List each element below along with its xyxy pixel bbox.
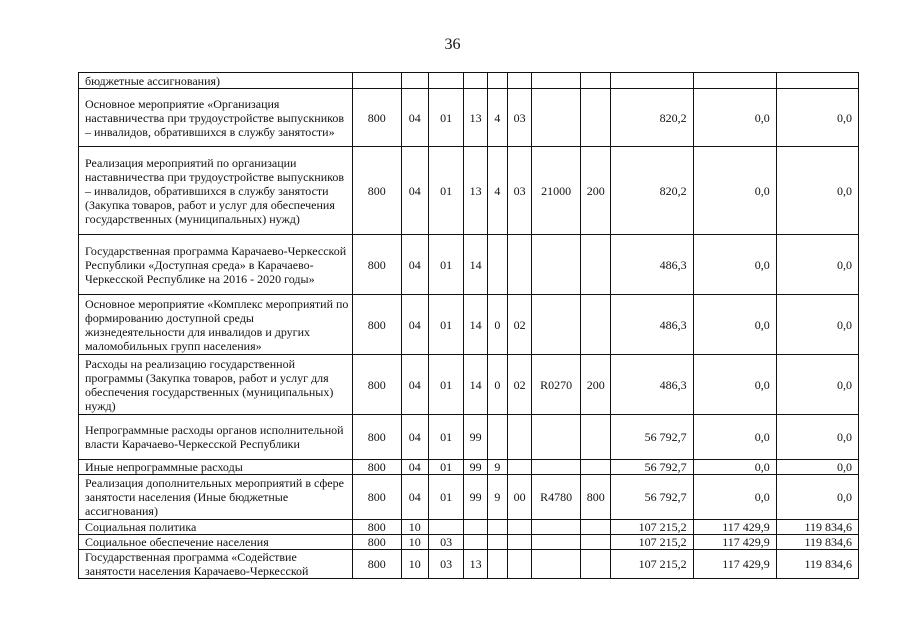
col-sum-2016: 107 215,2 (611, 520, 693, 535)
col-subsection: 01 (428, 147, 464, 235)
col-subprogram (487, 415, 507, 460)
col-direction (532, 520, 581, 535)
col-expense-type (581, 235, 611, 295)
col-program: 14 (464, 295, 487, 355)
col-section: 04 (401, 147, 428, 235)
col-program: 13 (464, 550, 487, 579)
row-name: Расходы на реализацию государственной программы (Закупка товаров, работ и услуг для обеспечения государственных (муниципальных) нужд) (79, 355, 353, 415)
col-sum-2016: 107 215,2 (611, 535, 693, 550)
col-sum-2018: 0,0 (776, 235, 858, 295)
table-row (79, 73, 859, 89)
col-sum-2018: 0,0 (776, 415, 858, 460)
col-section: 04 (401, 355, 428, 415)
col-event (508, 460, 532, 475)
col-admin: 800 (352, 89, 401, 147)
col-subprogram: 4 (487, 147, 507, 235)
col-program: 99 (464, 460, 487, 475)
col-expense-type (581, 295, 611, 355)
col-section: 04 (401, 295, 428, 355)
page-number: 36 (444, 36, 461, 53)
col-sum-2018 (776, 73, 858, 89)
col-event (508, 535, 532, 550)
col-subsection (428, 73, 464, 89)
col-section: 10 (401, 535, 428, 550)
table-row (79, 475, 859, 520)
col-sum-2016: 486,3 (611, 295, 693, 355)
col-event: 00 (508, 475, 532, 520)
col-sum-2018: 0,0 (776, 355, 858, 415)
col-event (508, 520, 532, 535)
col-subprogram (487, 550, 507, 579)
col-section: 10 (401, 550, 428, 579)
row-name: Реализация дополнительных мероприятий в сфере занятости населения (Иные бюджетные ассигнования) (79, 475, 353, 520)
col-sum-2017: 117 429,9 (693, 535, 776, 550)
col-event (508, 550, 532, 579)
col-subsection: 01 (428, 355, 464, 415)
col-event (508, 235, 532, 295)
col-subsection: 01 (428, 415, 464, 460)
col-sum-2018: 0,0 (776, 475, 858, 520)
col-admin: 800 (352, 355, 401, 415)
col-event: 02 (508, 355, 532, 415)
table-row (79, 520, 859, 535)
col-admin: 800 (352, 235, 401, 295)
col-subsection: 01 (428, 295, 464, 355)
col-expense-type: 200 (581, 147, 611, 235)
col-admin: 800 (352, 475, 401, 520)
col-subprogram: 9 (487, 475, 507, 520)
row-name: Государственная программа Карачаево-Черкесской Республики «Доступная среда» в Карачаево-Черкесской Республике на 2016 - 2020 годы» (79, 235, 353, 295)
col-sum-2017: 0,0 (693, 235, 776, 295)
col-sum-2018: 119 834,6 (776, 535, 858, 550)
col-expense-type (581, 535, 611, 550)
col-section: 04 (401, 460, 428, 475)
col-direction (532, 415, 581, 460)
col-event: 03 (508, 147, 532, 235)
row-name: бюджетные ассигнования) (79, 73, 353, 89)
table-row (79, 415, 859, 460)
row-name: Социальная политика (79, 520, 353, 535)
col-admin: 800 (352, 535, 401, 550)
col-subprogram: 4 (487, 89, 507, 147)
col-direction (532, 460, 581, 475)
col-expense-type: 800 (581, 475, 611, 520)
col-admin: 800 (352, 147, 401, 235)
col-sum-2017: 0,0 (693, 147, 776, 235)
table-row (79, 147, 859, 235)
col-direction (532, 89, 581, 147)
col-sum-2018: 119 834,6 (776, 550, 858, 579)
col-subprogram (487, 235, 507, 295)
col-admin (352, 73, 401, 89)
col-program: 13 (464, 147, 487, 235)
col-subprogram: 9 (487, 460, 507, 475)
col-sum-2017: 0,0 (693, 89, 776, 147)
budget-table (78, 72, 859, 579)
row-name: Основное мероприятие «Комплекс мероприятий по формированию доступной среды жизнедеятельности для инвалидов и других маломобильных групп населения» (79, 295, 353, 355)
col-section: 04 (401, 89, 428, 147)
row-name: Государственная программа «Содействие занятости населения Карачаево-Черкесской (79, 550, 353, 579)
col-program (464, 535, 487, 550)
col-direction (532, 550, 581, 579)
col-subsection: 03 (428, 550, 464, 579)
col-subprogram (487, 73, 507, 89)
col-sum-2018: 119 834,6 (776, 520, 858, 535)
col-sum-2016: 56 792,7 (611, 415, 693, 460)
col-subsection: 01 (428, 475, 464, 520)
col-subsection: 01 (428, 460, 464, 475)
col-admin: 800 (352, 520, 401, 535)
table-row (79, 89, 859, 147)
table-row (79, 235, 859, 295)
col-admin: 800 (352, 460, 401, 475)
col-section: 04 (401, 235, 428, 295)
col-program (464, 73, 487, 89)
col-expense-type (581, 550, 611, 579)
col-sum-2017: 117 429,9 (693, 520, 776, 535)
col-expense-type (581, 520, 611, 535)
col-sum-2016: 820,2 (611, 89, 693, 147)
table-row (79, 460, 859, 475)
col-subprogram (487, 535, 507, 550)
col-direction: R0270 (532, 355, 581, 415)
col-admin: 800 (352, 295, 401, 355)
col-sum-2017: 117 429,9 (693, 550, 776, 579)
col-section: 04 (401, 475, 428, 520)
col-subsection (428, 520, 464, 535)
row-name: Иные непрограммные расходы (79, 460, 353, 475)
col-direction: 21000 (532, 147, 581, 235)
col-sum-2017: 0,0 (693, 355, 776, 415)
col-subprogram (487, 520, 507, 535)
col-admin: 800 (352, 550, 401, 579)
col-event: 03 (508, 89, 532, 147)
table-row (79, 295, 859, 355)
col-sum-2018: 0,0 (776, 295, 858, 355)
col-sum-2016: 107 215,2 (611, 550, 693, 579)
col-sum-2016: 486,3 (611, 355, 693, 415)
col-sum-2018: 0,0 (776, 460, 858, 475)
col-sum-2017: 0,0 (693, 475, 776, 520)
col-expense-type (581, 89, 611, 147)
col-sum-2017: 0,0 (693, 295, 776, 355)
table-row (79, 535, 859, 550)
col-section: 04 (401, 415, 428, 460)
col-program: 14 (464, 355, 487, 415)
col-subprogram: 0 (487, 355, 507, 415)
col-event: 02 (508, 295, 532, 355)
table-row (79, 355, 859, 415)
row-name: Основное мероприятие «Организация наставничества при трудоустройстве выпускников – инвалидов, обратившихся в службу занятости» (79, 89, 353, 147)
row-name: Реализация мероприятий по организации наставничества при трудоустройстве выпускников – инвалидов, обратившихся в службу занятости (Закупка товаров, работ и услуг для обеспечения государственных (муниципальных) нужд) (79, 147, 353, 235)
col-direction (532, 295, 581, 355)
col-sum-2018: 0,0 (776, 89, 858, 147)
col-sum-2018: 0,0 (776, 147, 858, 235)
col-sum-2016: 486,3 (611, 235, 693, 295)
col-section: 10 (401, 520, 428, 535)
col-sum-2016: 820,2 (611, 147, 693, 235)
col-direction (532, 535, 581, 550)
table-body (79, 73, 859, 579)
col-sum-2017 (693, 73, 776, 89)
col-subsection: 01 (428, 89, 464, 147)
col-subsection: 03 (428, 535, 464, 550)
col-direction (532, 235, 581, 295)
col-program: 13 (464, 89, 487, 147)
col-direction: R4780 (532, 475, 581, 520)
col-sum-2017: 0,0 (693, 460, 776, 475)
col-direction (532, 73, 581, 89)
row-name: Социальное обеспечение населения (79, 535, 353, 550)
col-program: 14 (464, 235, 487, 295)
col-sum-2016: 56 792,7 (611, 475, 693, 520)
col-sum-2017: 0,0 (693, 415, 776, 460)
col-subsection: 01 (428, 235, 464, 295)
col-sum-2016 (611, 73, 693, 89)
col-section (401, 73, 428, 89)
col-expense-type (581, 73, 611, 89)
col-program: 99 (464, 475, 487, 520)
col-event (508, 73, 532, 89)
col-expense-type (581, 415, 611, 460)
col-expense-type: 200 (581, 355, 611, 415)
row-name: Непрограммные расходы органов исполнительной власти Карачаево-Черкесской Республики (79, 415, 353, 460)
col-event (508, 415, 532, 460)
col-admin: 800 (352, 415, 401, 460)
col-program: 99 (464, 415, 487, 460)
col-subprogram: 0 (487, 295, 507, 355)
col-expense-type (581, 460, 611, 475)
table-row (79, 550, 859, 579)
col-sum-2016: 56 792,7 (611, 460, 693, 475)
col-program (464, 520, 487, 535)
